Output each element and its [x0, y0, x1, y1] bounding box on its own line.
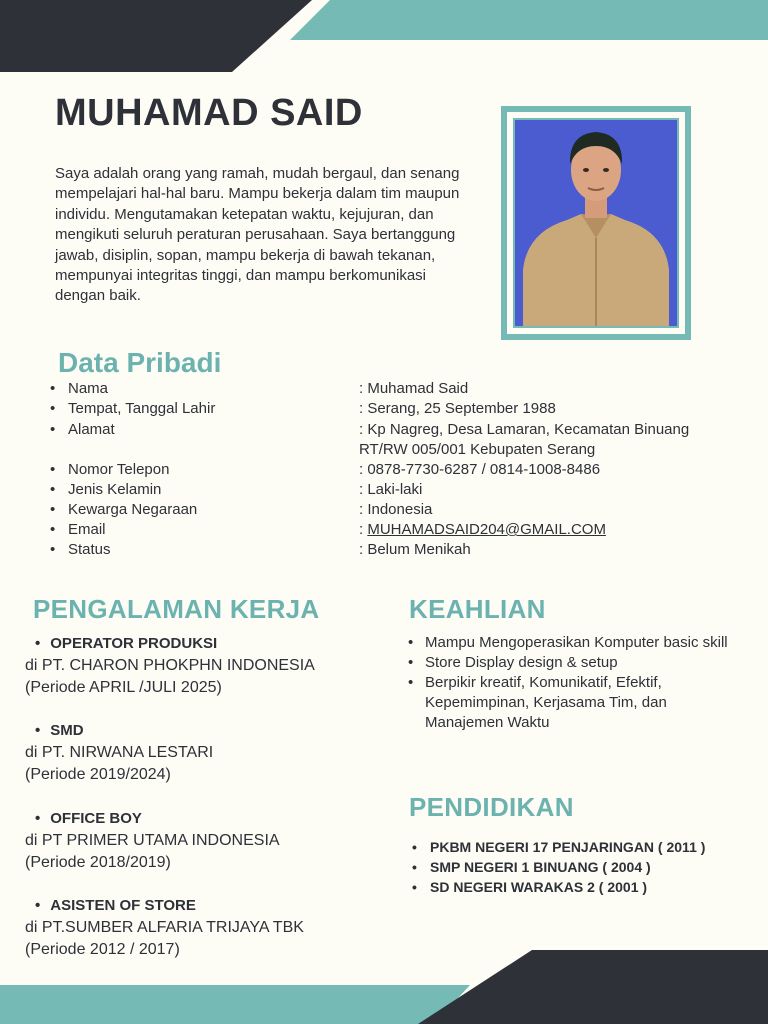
data-value: : 0878-7730-6287 / 0814-1008-8486 [359, 461, 601, 478]
job-role: • OFFICE BOY [25, 808, 355, 830]
bullet-icon: • [50, 501, 56, 518]
data-label: Jenis Kelamin [68, 481, 162, 498]
bullet-icon: • [50, 380, 56, 397]
keahlian-title: KEAHLIAN [409, 594, 546, 624]
data-value: : Indonesia [359, 501, 433, 518]
data-pribadi-title: Data Pribadi [58, 347, 222, 378]
profile-photo-frame [501, 106, 691, 340]
data-value: : Serang, 25 September 1988 [359, 400, 556, 417]
list-item: • SD NEGERI WARAKAS 2 ( 2001 ) [412, 877, 752, 897]
pendidikan-title: PENDIDIKAN [409, 792, 574, 822]
data-label: Tempat, Tanggal Lahir [68, 400, 216, 417]
job-item [25, 895, 355, 961]
profile-photo [513, 118, 679, 328]
data-label: Status [68, 541, 111, 558]
job-period: (Periode APRIL /JULI 2025) [25, 679, 222, 696]
data-value: : Laki-laki [359, 481, 423, 498]
data-label: Alamat [68, 421, 115, 438]
bullet-icon: • [50, 541, 56, 558]
education-list [412, 837, 752, 897]
job-role: • SMD [25, 720, 355, 742]
bullet-icon: • [50, 421, 56, 438]
data-value: : Kp Nagreg, Desa Lamaran, Kecamatan Binuang RT/RW 005/001 Kebupaten Serang [359, 421, 690, 458]
job-item [25, 720, 355, 786]
job-period: (Periode 2019/2024) [25, 766, 171, 783]
list-item: • Mampu Mengoperasikan Komputer basic skill [408, 633, 748, 653]
data-label: Nomor Telepon [68, 461, 170, 478]
skills-list [408, 633, 748, 733]
data-label: Email [68, 521, 106, 538]
data-value: : Muhamad Said [359, 380, 469, 397]
bullet-icon: • [50, 461, 56, 478]
data-label: Kewarga Negaraan [68, 501, 198, 518]
profile-summary: Saya adalah orang yang ramah, mudah bergaul, dan senang mempelajari hal-hal baru. Mampu bekerja dalam tim maupun individu. Mengutamakan ketepatan waktu, kejujuran, dan mengikuti seluruh peraturan perusahaan. Saya bertanggung jawab, disiplin, sopan, mampu bekerja di bawah tekanan, mempunyai integritas tinggi, dan mampu berkomunikasi dengan baik. [55, 165, 460, 305]
list-item: • Berpikir kreatif, Komunikatif, Efektif, Kepemimpinan, Kerjasama Tim, dan Manajemen Waktu [408, 673, 748, 733]
bullet-icon: • [50, 521, 56, 538]
data-value: : Belum Menikah [359, 541, 471, 558]
list-item: • Store Display design & setup [408, 653, 748, 673]
list-item: • SMP NEGERI 1 BINUANG ( 2004 ) [412, 857, 752, 877]
job-company: di PT.SUMBER ALFARIA TRIJAYA TBK [25, 919, 304, 936]
list-item: • PKBM NEGERI 17 PENJARINGAN ( 2011 ) [412, 837, 752, 857]
job-role: • ASISTEN OF STORE [25, 895, 355, 917]
job-company: di PT PRIMER UTAMA INDONESIA [25, 832, 280, 849]
data-label: Nama [68, 380, 109, 397]
bullet-icon: • [50, 400, 56, 417]
pengalaman-kerja-title: PENGALAMAN KERJA [33, 594, 320, 624]
email-prefix: : [359, 521, 368, 538]
top-decoration [0, 0, 768, 72]
email-link[interactable]: MUHAMADSAID204@GMAIL.COM [367, 521, 606, 538]
job-company: di PT. NIRWANA LESTARI [25, 744, 214, 761]
job-company: di PT. CHARON PHOKPHN INDONESIA [25, 657, 315, 674]
candidate-name: MUHAMAD SAID [55, 92, 363, 134]
person-portrait-icon [515, 120, 677, 326]
job-role: • OPERATOR PRODUKSI [25, 633, 355, 655]
bottom-decoration [0, 950, 768, 1024]
job-item [25, 633, 355, 699]
job-period: (Periode 2018/2019) [25, 854, 171, 871]
data-value [359, 520, 699, 540]
job-item [25, 808, 355, 874]
job-period: (Periode 2012 / 2017) [25, 941, 180, 958]
bullet-icon: • [50, 481, 56, 498]
